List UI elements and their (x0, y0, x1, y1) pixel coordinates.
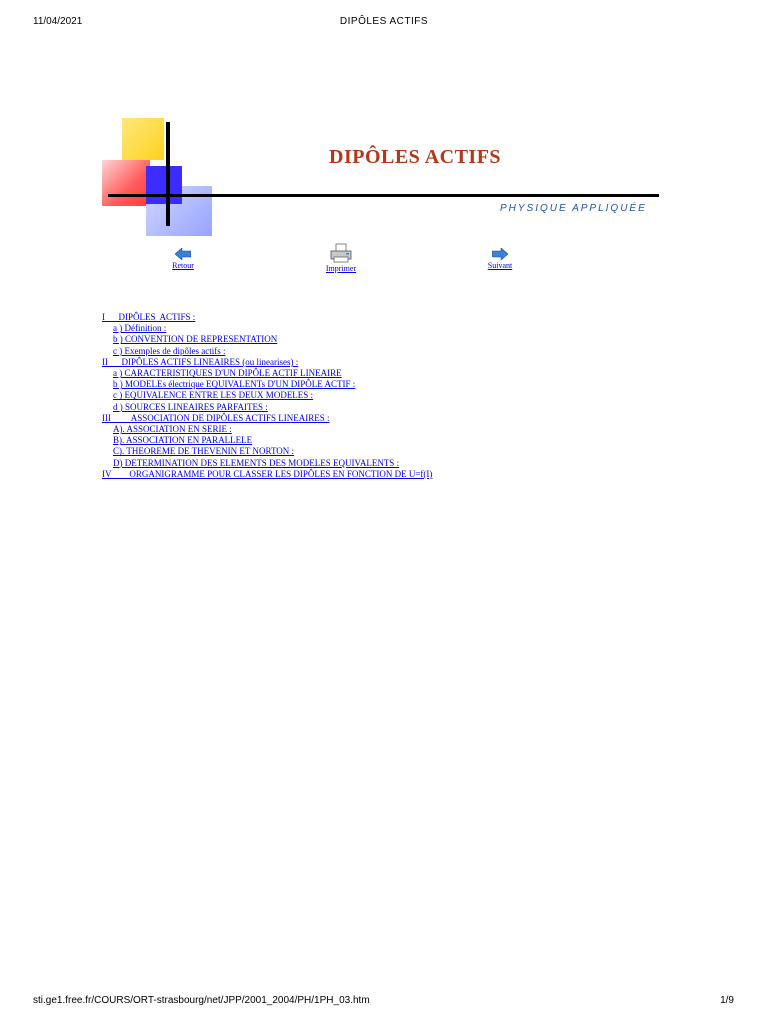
title-divider (108, 194, 659, 197)
toc-link-4[interactable]: IV ORGANIGRAMME POUR CLASSER LES DIPÔLES EN FONCTION DE U=f(I) (102, 468, 433, 479)
logo-yellow-square (122, 118, 164, 160)
table-of-contents (102, 312, 432, 480)
logo-red-square (102, 160, 150, 206)
imprimer-label: Imprimer (325, 264, 357, 273)
toc-link-2a[interactable]: a ) CARACTERISTIQUES D'UN DIPÔLE ACTIF LINEAIRE (113, 368, 342, 379)
toc-link-3c[interactable]: C). THEOREME DE THEVENIN ET NORTON : (113, 446, 295, 457)
toc-link-3a[interactable]: A). ASSOCIATION EN SERIE : (113, 424, 232, 435)
toc-link-2c[interactable]: c ) EQUIVALENCE ENTRE LES DEUX MODELES : (113, 390, 314, 401)
page-url: sti.ge1.free.fr/COURS/ORT-strasbourg/net/JPP/2001_2004/PH/1PH_03.htm (33, 995, 370, 1006)
toc-link-1a[interactable]: a ) Définition : (113, 323, 167, 334)
suivant-label: Suivant (487, 261, 513, 270)
toc-link-2[interactable]: II DIPÔLES ACTIFS LINEAIRES (ou linearises) : (102, 356, 299, 367)
logo-squares (100, 118, 215, 238)
retour-label: Retour (172, 261, 194, 270)
page-number: 1/9 (720, 995, 734, 1006)
left-arrow-icon (175, 248, 191, 260)
toc-link-1[interactable]: I DIPÔLES ACTIFS : (102, 312, 196, 322)
printer-icon (329, 243, 353, 263)
toc-link-1b[interactable]: b ) CONVENTION DE REPRESENTATION (113, 334, 278, 345)
page-title: DIPÔLES ACTIFS (329, 146, 502, 168)
logo-vertical-line (166, 122, 170, 226)
suivant-button[interactable] (480, 248, 520, 270)
toc-link-2b[interactable]: b ) MODELEs électrique EQUIVALENTs D'UN DIPÔLE ACTIF : (113, 379, 356, 390)
print-date: 11/04/2021 (33, 16, 83, 27)
right-arrow-icon (492, 248, 508, 260)
toc-link-3[interactable]: III ASSOCIATION DE DIPÔLES ACTIFS LINEAIRES : (102, 412, 330, 423)
retour-button[interactable] (165, 248, 201, 270)
print-title: DIPÔLES ACTIFS (339, 16, 429, 27)
toc-link-3d[interactable]: D) DETERMINATION DES ELEMENTS DES MODELES EQUIVALENTS : (113, 457, 400, 468)
imprimer-button[interactable] (318, 243, 364, 273)
logo-blue-square (146, 166, 182, 204)
page-subtitle: PHYSIQUE APPLIQUÉE (500, 203, 647, 214)
toc-link-2d[interactable]: d ) SOURCES LINEAIRES PARFAITES : (113, 401, 268, 412)
toc-link-3b[interactable]: B). ASSOCIATION EN PARALLELE (113, 435, 253, 446)
toc-link-1c[interactable]: c ) Exemples de dipôles actifs : (113, 345, 226, 356)
